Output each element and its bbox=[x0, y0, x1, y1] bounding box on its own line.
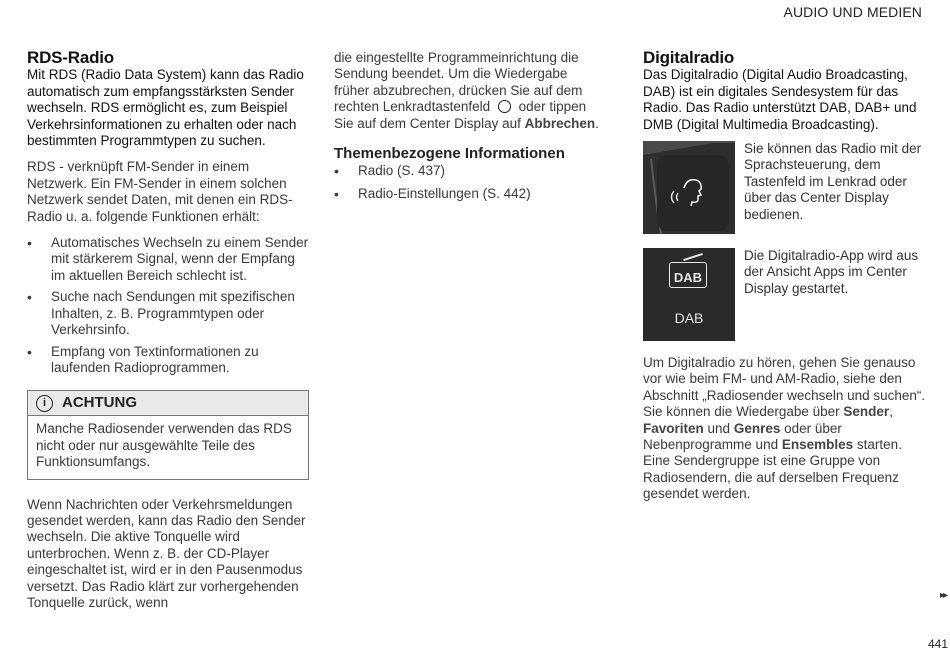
voice-control-image bbox=[643, 141, 735, 234]
warning-box bbox=[27, 390, 309, 479]
continue-arrows-icon: ▸▸ bbox=[939, 590, 946, 601]
rds-traffic-paragraph: Wenn Nachrichten oder Verkehrsmeldungen gesendet werden, kann das Radio den Sender wechseln. Die aktive Tonquelle wird unterbrochen. Wenn z. B. der CD-Player eingeschaltet ist, wird er in den Pausenmodus versetzt. Das Radio klärt zur vorhergehenden Tonquelle zurück, wenn bbox=[27, 496, 306, 610]
continued-text-end: . bbox=[595, 115, 599, 131]
digitalradio-usage bbox=[643, 355, 927, 503]
column-rds bbox=[27, 48, 309, 621]
kw-genres: Genres bbox=[733, 420, 781, 436]
related-link-radio-settings[interactable]: • Radio-Einstellungen (S. 442) bbox=[334, 186, 606, 202]
section-header: AUDIO UND MEDIEN bbox=[783, 4, 922, 20]
voice-control-icon bbox=[643, 141, 735, 234]
kw-sender: Sender bbox=[843, 404, 890, 420]
warning-text: Manche Radiosender verwenden das RDS nicht oder nur ausgewählte Teile des Funktionsumfangs. bbox=[36, 421, 292, 470]
usage-text-b: oder über Nebenprogramme und bbox=[643, 420, 842, 453]
cancel-label: Abbrechen bbox=[524, 115, 596, 131]
voice-control-row bbox=[643, 141, 927, 234]
continued-text-a: die eingestellte Programmeinrichtung die Sendung beendet. Um die Wiedergabe früher abzubrechen, drücken Sie auf dem rechten Lenkradtastenfeld bbox=[334, 50, 583, 115]
dab-radio-icon bbox=[669, 262, 707, 288]
related-link-radio[interactable]: • Radio (S. 437) bbox=[334, 163, 606, 179]
list-item: • Automatisches Wechseln zu einem Sender mit stärkerem Signal, wenn der Empfang im aktuellen Bereich schlecht ist. bbox=[27, 235, 309, 284]
section-title-digitalradio: Digitalradio bbox=[643, 48, 735, 67]
warning-header bbox=[28, 391, 308, 416]
usage-text-a: Um Digitalradio zu hören, gehen Sie genauso vor wie beim FM- und AM-Radio, siehe den Abschnitt „Radiosender wechseln und suchen“. Sie können die Wiedergabe über bbox=[643, 355, 926, 420]
list-item: • Suche nach Sendungen mit spezifischen Inhalten, z. B. Programmtypen oder Verkehrsinfo. bbox=[27, 289, 309, 338]
usage-and: und bbox=[707, 420, 731, 436]
rds-intro: Mit RDS (Radio Data System) kann das Radio automatisch zum empfangsstärksten Sender wechseln. RDS ermöglicht es, zum Beispiel Verkehrsinformationen zu erhalten oder nach bestimmten Programmtypen zu suchen. bbox=[27, 67, 304, 149]
dab-app-text: Die Digitalradio-App wird aus der Ansicht Apps im Center Display gestartet. bbox=[744, 248, 919, 296]
usage-text-c: starten. Eine Sendergruppe ist eine Gruppe von Radiosendern, die auf derselben Frequenz gesendet werden. bbox=[643, 437, 902, 502]
section-title-rds: RDS-Radio bbox=[27, 48, 114, 67]
dab-app-image bbox=[643, 248, 735, 341]
related-info-title: Themenbezogene Informationen bbox=[334, 145, 565, 163]
column-digitalradio bbox=[643, 48, 927, 513]
digitalradio-intro: Das Digitalradio (Digital Audio Broadcasting, DAB) ist ein digitales Sendesystem für das Radio. Das Radio unterstützt DAB, DAB+ und DMB (Digital Multimedia Broadcasting). bbox=[643, 67, 917, 132]
voice-control-text: Sie können das Radio mit der Sprachsteuerung, dem Tastenfeld im Lenkrad oder über das Center Display bedienen. bbox=[744, 141, 922, 222]
continued-text-b: oder tippen Sie auf dem Center Display auf bbox=[334, 99, 587, 131]
rds-paragraph: RDS - verknüpft FM-Sender in einem Netzwerk. Ein FM-Sender in einem solchen Netzwerk sendet Daten, mit denen ein RDS-Radio u. a. folgende Funktionen erhält: bbox=[27, 159, 293, 224]
list-item: • Empfang von Textinformationen zu laufenden Radioprogrammen. bbox=[27, 344, 309, 377]
kw-ensembles: Ensembles bbox=[781, 437, 854, 453]
antenna-icon bbox=[683, 253, 702, 261]
steering-wheel-button-icon bbox=[498, 100, 511, 113]
rds-feature-list bbox=[27, 235, 309, 376]
related-links bbox=[334, 163, 606, 202]
usage-sep: , bbox=[889, 404, 893, 420]
kw-favoriten: Favoriten bbox=[643, 420, 704, 436]
dab-app-row bbox=[643, 248, 927, 341]
dab-icon-label: DAB bbox=[673, 269, 703, 285]
continued-paragraph bbox=[334, 50, 606, 132]
column-continuation bbox=[334, 50, 606, 216]
page-number: 441 bbox=[927, 637, 948, 651]
warning-title: ACHTUNG bbox=[62, 394, 137, 412]
info-icon: i bbox=[36, 395, 53, 412]
dab-app-label: DAB bbox=[674, 310, 704, 327]
